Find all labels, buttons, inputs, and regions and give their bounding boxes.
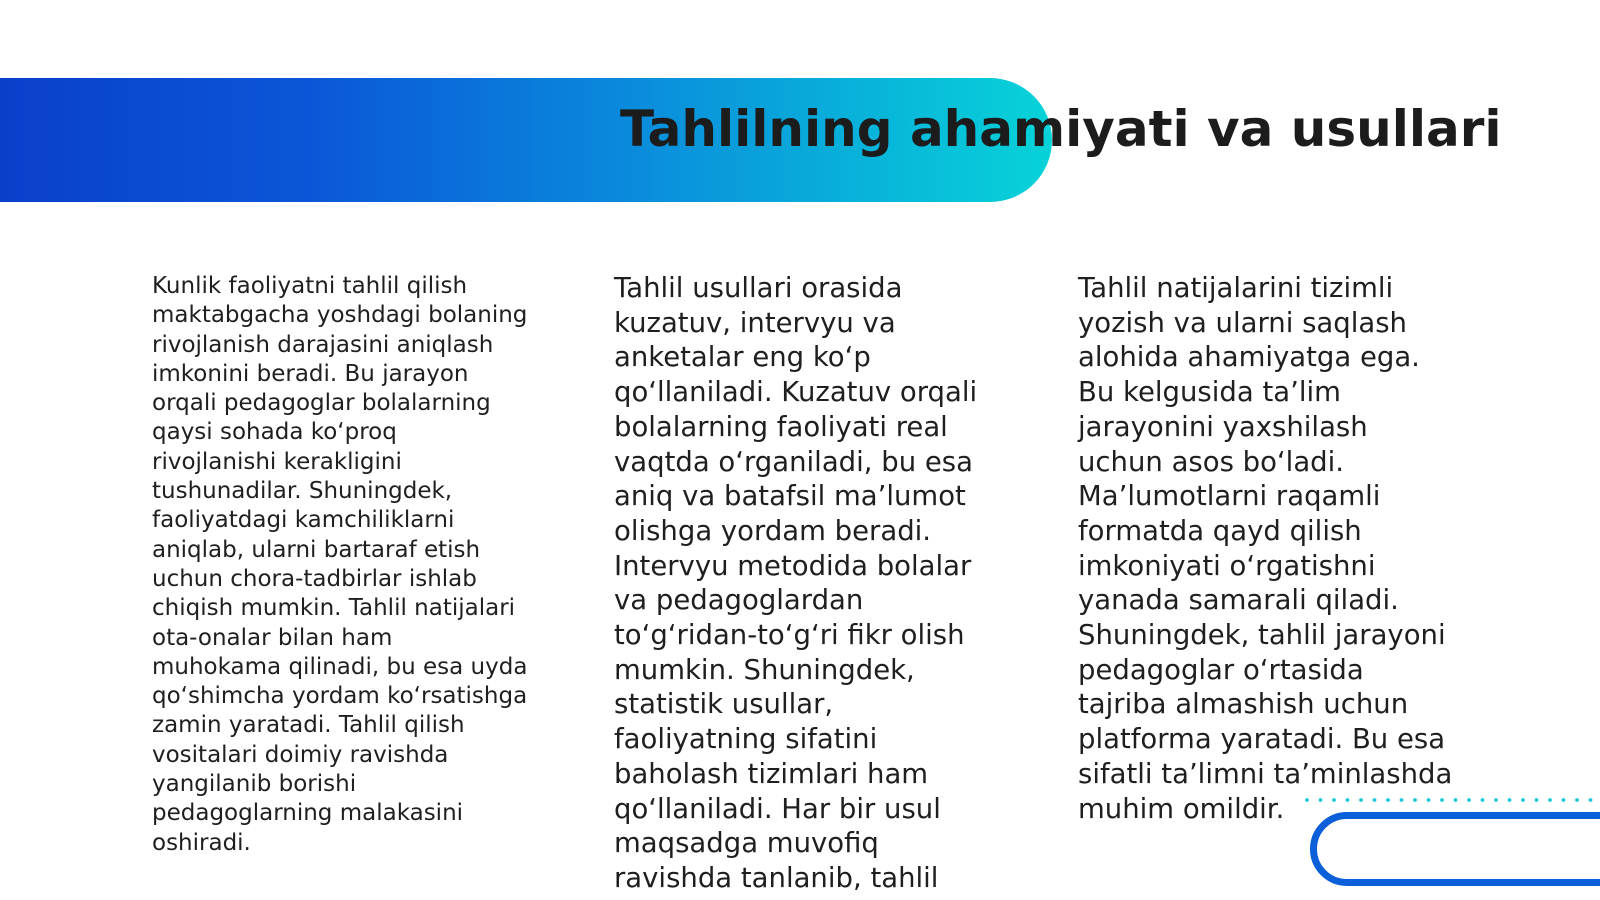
decorative-dot [1548, 798, 1552, 802]
decorative-dot [1481, 798, 1485, 802]
decorative-dot [1562, 798, 1566, 802]
decorative-dot-line [1304, 797, 1600, 803]
decorative-dot [1494, 798, 1498, 802]
text-column-1: Kunlik faoliyatni tahlil qilish maktabgacha yoshdagi bolaning rivojlanish darajasini aniqlash imkonini beradi. Bu jarayon orqali pedagoglar bolalarning qaysi sohada ko‘proq rivojlanishi kerakligini tushunadilar. Shuningdek, faoliyatdagi kamchiliklarni aniqlab, ularni bartaraf etish uchun chora-tadbirlar ishlab chiqish mumkin. Tahlil natijalari ota-onalar bilan ham muhokama qilinadi, bu esa uyda qo‘shimcha yordam ko‘rsatishga zamin yaratadi. Tahlil qilish vositalari doimiy ravishda yangilanib borishi pedagoglarning malakasini oshiradi. [152, 273, 528, 856]
decorative-dot [1359, 798, 1363, 802]
decorative-dot [1440, 798, 1444, 802]
decorative-dot [1521, 798, 1525, 802]
decorative-outline-pill [1310, 812, 1600, 886]
decorative-dot [1319, 798, 1323, 802]
decorative-dot [1386, 798, 1390, 802]
decorative-dot [1535, 798, 1539, 802]
decorative-dot [1346, 798, 1350, 802]
decorative-dot [1413, 798, 1417, 802]
decorative-dot [1467, 798, 1471, 802]
decorative-dot [1575, 798, 1579, 802]
decorative-dot [1427, 798, 1431, 802]
decorative-dot [1400, 798, 1404, 802]
decorative-dot [1508, 798, 1512, 802]
decorative-dot [1373, 798, 1377, 802]
decorative-dot [1332, 798, 1336, 802]
decorative-dot [1454, 798, 1458, 802]
slide-title: Tahlilning ahamiyati va usullari [620, 100, 1502, 158]
decorative-dot [1589, 798, 1593, 802]
decorative-dot [1305, 798, 1309, 802]
text-column-3: Tahlil natijalarini tizimli yozish va ularni saqlash alohida ahamiyatga ega. Bu kelgusida ta’lim jarayonini yaxshilash uchun asos bo‘ladi. Ma’lumotlarni raqamli formatda qayd qilish imkoniyati o‘rgatishni yanada samarali qiladi. Shuningdek, tahlil jarayoni pedagoglar o‘rtasida tajriba almashish uchun platforma yaratadi. Bu esa sifatli ta’limni ta’minlashda muhim omildir. [1078, 272, 1453, 825]
text-column-2: Tahlil usullari orasida kuzatuv, intervyu va anketalar eng ko‘p qo‘llaniladi. Kuzatuv orqali bolalarning faoliyati real vaqtda o‘rganiladi, bu esa aniq va batafsil ma’lumot olishga yordam beradi. Intervyu metodida bolalar va pedagoglardan to‘g‘ridan-to‘g‘ri fikr olish mumkin. Shuningdek, statistik usullar, faoliyatning sifatini baholash tizimlari ham qo‘llaniladi. Har bir usul maqsadga muvofiq ravishda tanlanib, tahlil [614, 272, 978, 894]
